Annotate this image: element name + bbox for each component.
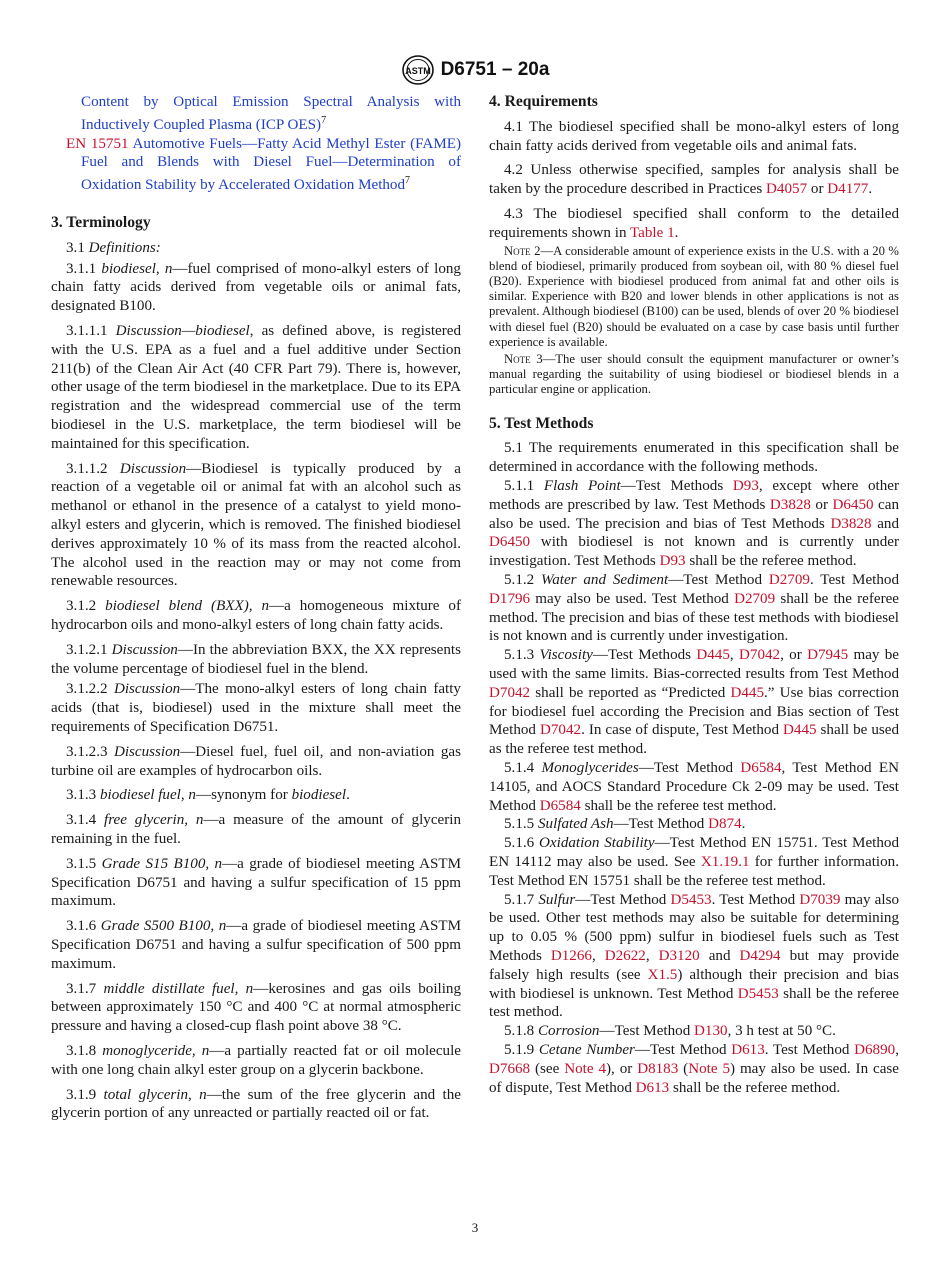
section-5-heading: 5. Test Methods xyxy=(489,414,594,432)
method-link[interactable]: D5453 xyxy=(670,891,712,908)
reference-code[interactable]: EN 15751 xyxy=(66,135,129,152)
right-column xyxy=(489,93,899,1097)
para-5-1: 5.1 The requirements enumerated in this specification shall be determined in accordance with the following methods. xyxy=(489,440,899,476)
left-column xyxy=(51,93,461,1123)
method-link[interactable]: D874 xyxy=(708,816,742,833)
method-link[interactable]: D445 xyxy=(696,647,730,664)
para-3-1-2-1: 3.1.2.1 Discussion—In the abbreviation BXX, the XX represents the volume percentage of biodiesel fuel in the blend. xyxy=(51,641,461,677)
method-link[interactable]: D3828 xyxy=(830,515,872,532)
para-4-3: 4.3 The biodiesel specified shall conform to the detailed requirements shown in Table 1. xyxy=(489,205,899,241)
method-link[interactable]: D6584 xyxy=(740,759,782,776)
method-link[interactable]: D8183 xyxy=(637,1060,679,1077)
method-link[interactable]: D2622 xyxy=(604,947,646,964)
method-link[interactable]: D7945 xyxy=(807,647,849,664)
reference-link[interactable]: Automotive Fuels—Fatty Acid Methyl Ester (FAME) Fuel and Blends with Diesel Fuel—Determination of Oxidation Stability by Accelerated Oxidation Method xyxy=(81,135,461,194)
reference-en15751 xyxy=(51,135,461,195)
footnote-marker: 7 xyxy=(405,175,411,187)
method-link[interactable]: D4294 xyxy=(739,947,781,964)
para-3-1-7: 3.1.7 middle distillate fuel, n—kerosines and gas oils boiling between approximately 150 °C and 400 °C at normal atmospheric pressure and having a closed-cup flash point above 38 °C. xyxy=(51,980,461,1035)
method-link[interactable]: D613 xyxy=(731,1041,765,1058)
method-link[interactable]: D130 xyxy=(694,1023,728,1040)
para-3-1-2: 3.1.2 biodiesel blend (BXX), n—a homogeneous mixture of hydrocarbon oils and mono-alkyl esters of long chain fatty acids. xyxy=(51,598,462,633)
page-header xyxy=(0,53,950,87)
method-link[interactable]: D6450 xyxy=(832,496,874,513)
method-link[interactable]: D3120 xyxy=(658,947,700,964)
note-link[interactable]: Note 5 xyxy=(688,1060,731,1077)
para-4-1: 4.1 The biodiesel specified shall be mono-alkyl esters of long chain fatty acids derived from vegetable oils and animal fats. xyxy=(489,118,899,154)
para-3-1-1-1: 3.1.1.1 Discussion—biodiesel, as defined above, is registered with the U.S. EPA as a fuel and a fuel additive under Section 211(b) of the Clean Air Act (40 CFR Part 79). There is, however, other usage of the term biodiesel in the marketplace. Due to its EPA registration and the widespread commercial use of the term biodiesel in the U.S. marketplace, the term biodiesel will be maintained for this specification. xyxy=(51,323,462,452)
reference-cont xyxy=(51,93,461,135)
method-link[interactable]: D7042 xyxy=(489,684,531,701)
method-link[interactable]: D7039 xyxy=(799,891,841,908)
method-link[interactable]: D7042 xyxy=(739,647,781,664)
method-link[interactable]: D2709 xyxy=(768,571,810,588)
note-2: Note 2—A considerable amount of experience exists in the U.S. with a 20 % blend of biodiesel, primarily produced from soybean oil, with 80 % diesel fuel (B20). Experience with biodiesel produced from animal fat and other oils is similar. Experience with B20 and lower blends in other applications is not as prevalent. Although biodiesel (B100) can be used, blends of over 20 % biodiesel with diesel fuel (B20) should be evaluated on a case by case basis until further experience is available. xyxy=(489,243,899,349)
para-5-1-7: 5.1.7 Sulfur—Test Method D5453. Test Method D7039 may also be used. Other test methods may also be suitable for determining up to 0.05 % (500 ppm) sulfur in biodiesel fuels such as Test Methods D1266, D2622, D3120 and D4294 but may provide falsely high results (see X1.5) although their precision and bias with biodiesel is unknown. Test Method D5453 shall be the referee test method. xyxy=(489,891,900,1021)
method-link[interactable]: D2709 xyxy=(734,590,776,607)
para-5-1-5: 5.1.5 Sulfated Ash—Test Method D874. xyxy=(504,816,746,833)
para-5-1-1: 5.1.1 Flash Point—Test Methods D93, except where other methods are prescribed by law. Test Methods D3828 or D6450 can also be used. The precision and bias of Test Methods D3828 and D6450 with biodiesel is not known and is currently under investigation. Test Methods D93 shall be the referee method. xyxy=(489,478,899,570)
para-3-1-1-2: 3.1.1.2 Discussion—Biodiesel is typically produced by a reaction of a vegetable oil or animal fat with an alcohol such as methanol or ethanol in the presence of a catalyst to yield mono-alkyl esters and glycerin, which is removed. The finished biodiesel derives approximately 10 % of its mass from the reacted alcohol. The alcohol used in the reaction may or may not come from renewable resources. xyxy=(51,460,461,590)
astm-logo-icon xyxy=(401,54,435,86)
para-5-1-9: 5.1.9 Cetane Number—Test Method D613. Test Method D6890, D7668 (see Note 4), or D8183 (Note 5) may also be used. In case of dispute, Test Method D613 shall be the referee method. xyxy=(489,1041,899,1096)
method-link[interactable]: D6890 xyxy=(854,1041,896,1058)
method-link[interactable]: D5453 xyxy=(737,985,779,1002)
para-3-1-6: 3.1.6 Grade S500 B100, n—a grade of biodiesel meeting ASTM Specification D6751 and having a sulfur specification of 500 ppm maximum. xyxy=(51,918,461,972)
method-link[interactable]: D3828 xyxy=(769,496,811,513)
method-link[interactable]: D6584 xyxy=(539,797,581,814)
note-3: Note 3—The user should consult the equipment manufacturer or owner’s manual regarding the suitability of using biodiesel or biodiesel blends in a particular engine or application. xyxy=(489,352,899,397)
method-link[interactable]: D6450 xyxy=(489,534,531,551)
method-link[interactable]: D7668 xyxy=(489,1060,531,1077)
method-link[interactable]: D445 xyxy=(783,722,817,739)
para-5-1-2: 5.1.2 Water and Sediment—Test Method D2709. Test Method D1796 may also be used. Test Method D2709 shall be the referee method. The precision and bias of these test methods with biodiesel is not known and is currently under investigation. xyxy=(489,571,900,645)
section-4-heading: 4. Requirements xyxy=(489,93,598,110)
link-d4057[interactable]: D4057 xyxy=(766,181,808,198)
method-link[interactable]: D445 xyxy=(730,684,765,701)
para-5-1-3: 5.1.3 Viscosity—Test Methods D445, D7042, or D7945 may be used with the same limits. Bias-corrected results from Test Method D7042 shall be reported as “Predicted D445.” Use bias correction for biodiesel fuel according the Precision and Bias section of Test Method D7042. In case of dispute, Test Method D445 shall be used as the referee test method. xyxy=(489,647,900,758)
method-link[interactable]: D1266 xyxy=(550,947,592,964)
link-d4177[interactable]: D4177 xyxy=(827,181,869,198)
page-number: 3 xyxy=(471,1220,479,1235)
para-5-1-6: 5.1.6 Oxidation Stability—Test Method EN 15751. Test Method EN 14112 may also be used. See X1.19.1 for further information. Test Method EN 15751 shall be the referee test method. xyxy=(489,835,899,889)
appendix-link[interactable]: X1.19.1 xyxy=(700,853,750,870)
link-table-1[interactable]: Table 1 xyxy=(630,224,675,241)
para-3-1-9: 3.1.9 total glycerin, n—the sum of the free glycerin and the glycerin portion of any unreacted or partially reacted oil or fat. xyxy=(51,1086,461,1122)
para-5-1-4: 5.1.4 Monoglycerides—Test Method D6584, Test Method EN 14105, and AOCS Standard Procedure Ck 2-09 may be used. Test Method D6584 shall be the referee test method. xyxy=(489,759,899,814)
para-3-1-4: 3.1.4 free glycerin, n—a measure of the amount of glycerin remaining in the fuel. xyxy=(51,812,461,847)
method-link[interactable]: D93 xyxy=(659,553,686,570)
para-3-1-2-2: 3.1.2.2 Discussion—The mono-alkyl esters of long chain fatty acids (that is, biodiesel) used in the mixture shall meet the requirements of Specification D6751. xyxy=(51,681,461,735)
para-3-1-3: 3.1.3 biodiesel fuel, n—synonym for biodiesel. xyxy=(66,787,350,804)
para-4-2: 4.2 Unless otherwise specified, samples for analysis shall be taken by the procedure described in Practices D4057 or D4177. xyxy=(489,162,899,198)
reference-link[interactable]: Content by Optical Emission Spectral Analysis with Inductively Coupled Plasma (ICP OES) xyxy=(81,94,461,133)
method-link[interactable]: D1796 xyxy=(489,590,531,607)
para-3-1: 3.1 Definitions: xyxy=(66,239,161,256)
para-3-1-8: 3.1.8 monoglyceride, n—a partially reacted fat or oil molecule with one long chain alkyl ester group on a glycerin backbone. xyxy=(51,1042,461,1078)
para-3-1-2-3: 3.1.2.3 Discussion—Diesel fuel, fuel oil, and non-aviation gas turbine oil are examples of hydrocarbon oils. xyxy=(51,743,461,779)
para-5-1-8: 5.1.8 Corrosion—Test Method D130, 3 h test at 50 °C. xyxy=(504,1023,836,1040)
appendix-link[interactable]: X1.5 xyxy=(647,966,678,983)
method-link[interactable]: D7042 xyxy=(539,722,582,739)
note-link[interactable]: Note 4 xyxy=(564,1060,606,1077)
para-3-1-5: 3.1.5 Grade S15 B100, n—a grade of biodiesel meeting ASTM Specification D6751 and having a sulfur specification of 15 ppm maximum. xyxy=(51,855,461,910)
method-link[interactable]: D613 xyxy=(635,1079,670,1096)
standard-designation: D6751 – 20a xyxy=(440,59,550,80)
method-link[interactable]: D93 xyxy=(732,478,759,494)
footnote-marker: 7 xyxy=(321,114,327,126)
section-3-heading: 3. Terminology xyxy=(51,214,151,232)
svg-text:ASTM: ASTM xyxy=(404,66,431,76)
para-3-1-1: 3.1.1 biodiesel, n—fuel comprised of mono-alkyl esters of long chain fatty acids derived from vegetable oils or animal fats, designated B100. xyxy=(51,260,461,315)
